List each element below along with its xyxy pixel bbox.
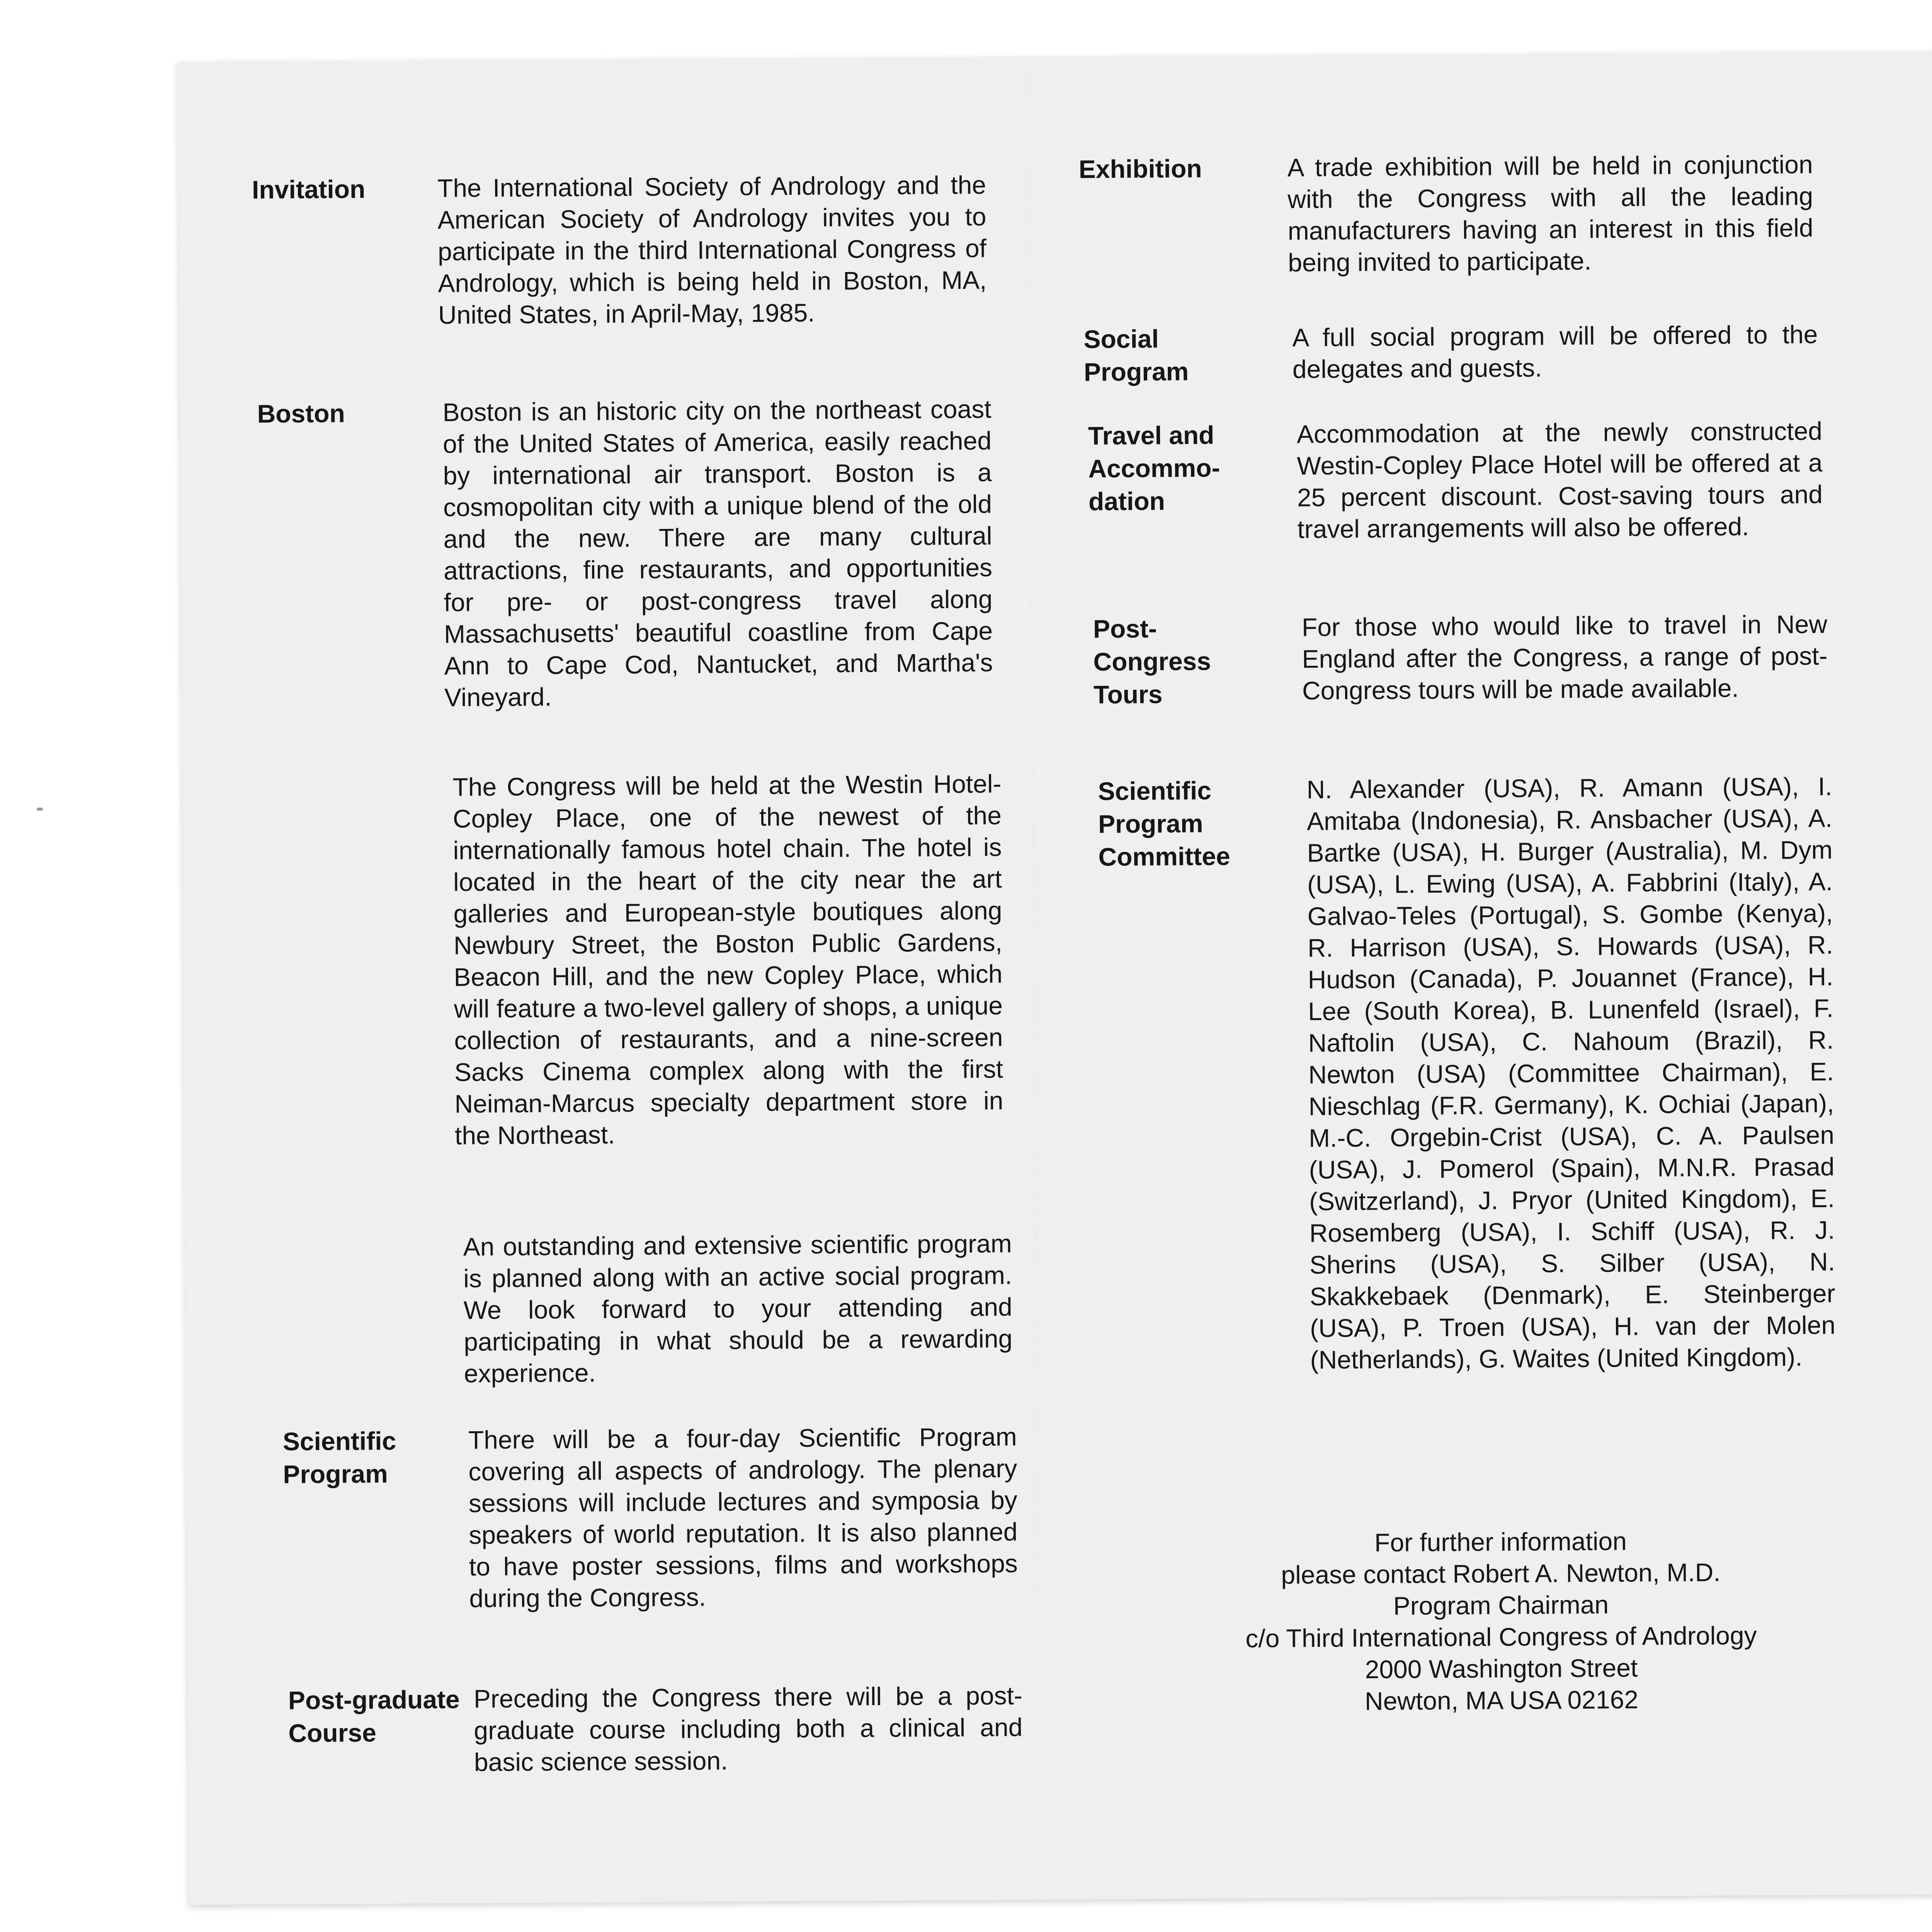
- travel-section: [1088, 415, 1823, 546]
- boston-label: Boston: [257, 399, 345, 428]
- contact-line: c/o Third International Congress of Andrology: [1245, 1621, 1757, 1653]
- exhibition-section: [1078, 148, 1813, 280]
- invitation-text: The International Society of Andrology and the American Society of Andrology invites you to participate in the third International Congress of Andrology, which is being held in Boston, MA, United States, in April-May, 1985.: [437, 170, 987, 329]
- contact-line: Program Chairman: [1393, 1590, 1609, 1620]
- contact-line: 2000 Washington Street: [1365, 1653, 1638, 1684]
- exhibition-text: A trade exhibition will be held in conjunction with the Congress with all the leading manufacturers having an interest in this field being invited to participate.: [1287, 150, 1813, 277]
- scientific-program-section: [283, 1421, 1018, 1616]
- boston-section: [257, 393, 993, 714]
- boston-paragraph-3: An outstanding and extensive scientific program is planned along with an active social program. We look forward to your attending and participating in what should be a rewarding experience.: [463, 1229, 1013, 1388]
- post-congress-tours-label: Post- Congress Tours: [1093, 614, 1211, 709]
- center-fold: [1028, 57, 1041, 1900]
- committee-section: [1098, 770, 1835, 1377]
- boston-paragraph-2: The Congress will be held at the Westin Hotel-Copley Place, one of the newest of the internationally famous hotel chain. The hotel is located in the heart of the city near the art galleries and European-style boutiques along Newbury Street, the Boston Public Gardens, Beacon Hill, and the new Copley Place, which will feature a two-level gallery of shops, a unique collection of restaurants, and a nine-screen Sacks Cinema complex along with the first Neiman-Marcus specialty department store in the Northeast.: [452, 769, 1003, 1150]
- committee-label: Scientific Program Committee: [1098, 776, 1230, 871]
- scan-speck: [37, 808, 43, 811]
- invitation-label: Invitation: [252, 175, 366, 204]
- contact-line: Newton, MA USA 02162: [1364, 1685, 1639, 1716]
- social-program-label: Social Program: [1083, 324, 1189, 386]
- travel-label: Travel and Accommo- dation: [1088, 420, 1220, 516]
- contact-block: [1168, 1524, 1834, 1718]
- boston-section-continued: [267, 768, 1003, 1153]
- boston-paragraph-1: Boston is an historic city on the northeast coast of the United States of America, easily reached by international air transport. Boston is a cosmopolitan city with a unique blend of the old and the new. There are many cultural attractions, fine restaurants, and opportunities for pre- or post-congress travel along Massachusetts' beautiful coastline from Cape Ann to Cape Cod, Nantucket, and Martha's Vineyard.: [442, 395, 993, 712]
- exhibition-label: Exhibition: [1078, 154, 1202, 184]
- contact-line: please contact Robert A. Newton, M.D.: [1281, 1558, 1721, 1589]
- contact-line: For further information: [1374, 1527, 1627, 1557]
- travel-text: Accommodation at the newly constructed Westin-Copley Place Hotel will be offered at a 25 percent discount. Cost-saving tours and travel arrangements will also be offered.: [1296, 417, 1823, 544]
- invitation-section: [252, 169, 987, 332]
- brochure-sheet: [178, 51, 1932, 1905]
- scientific-program-label: Scientific Program: [282, 1426, 396, 1489]
- post-congress-tours-text: For those who would like to travel in New England after the Congress, a range of post-Congress tours will be made available.: [1301, 609, 1828, 705]
- post-graduate-course-label: Post-graduate Course: [288, 1685, 460, 1748]
- scientific-program-text: There will be a four-day Scientific Program covering all aspects of andrology. The plenary sessions will include lectures and symposia by speakers of world reputation. It is also planned to have poster sessions, films and workshops during the Congress.: [468, 1422, 1018, 1613]
- post-congress-tours-section: [1093, 608, 1828, 711]
- social-program-section: [1083, 318, 1818, 389]
- committee-text: N. Alexander (USA), R. Amann (USA), I. Amitaba (Indonesia), R. Ansbacher (USA), A. Bartke (USA), H. Burger (Australia), M. Dym (USA), L. Ewing (USA), A. Fabbrini (Italy), A. Galvao-Teles (Portugal), S. Gombe (Kenya), R. Harrison (USA), S. Howards (USA), R. Hudson (Canada), P. Jouannet (France), H. Lee (South Korea), B. Lunenfeld (Israel), F. Naftolin (USA), C. Nahoum (Brazil), R. Newton (USA) (Committee Chairman), E. Nieschlag (F.R. Germany), K. Ochiai (Japan), M.-C. Orgebin-Crist (USA), C. A. Paulsen (USA), J. Pomerol (Spain), M.N.R. Prasad (Switzerland), J. Pryor (United Kingdom), E. Rosemberg (USA), I. Schiff (USA), R. J. Sherins (USA), S. Silber (USA), N. Skakkebaek (Denmark), E. Steinberger (USA), P. Troen (USA), H. van der Molen (Netherlands), G. Waites (United Kingdom).: [1306, 772, 1836, 1374]
- post-graduate-course-section: [288, 1680, 1023, 1779]
- post-graduate-course-text: Preceding the Congress there will be a post-graduate course including both a clinical and basic science session.: [473, 1681, 1023, 1777]
- boston-section-closing: [278, 1228, 1013, 1391]
- social-program-text: A full social program will be offered to the delegates and guests.: [1292, 320, 1818, 384]
